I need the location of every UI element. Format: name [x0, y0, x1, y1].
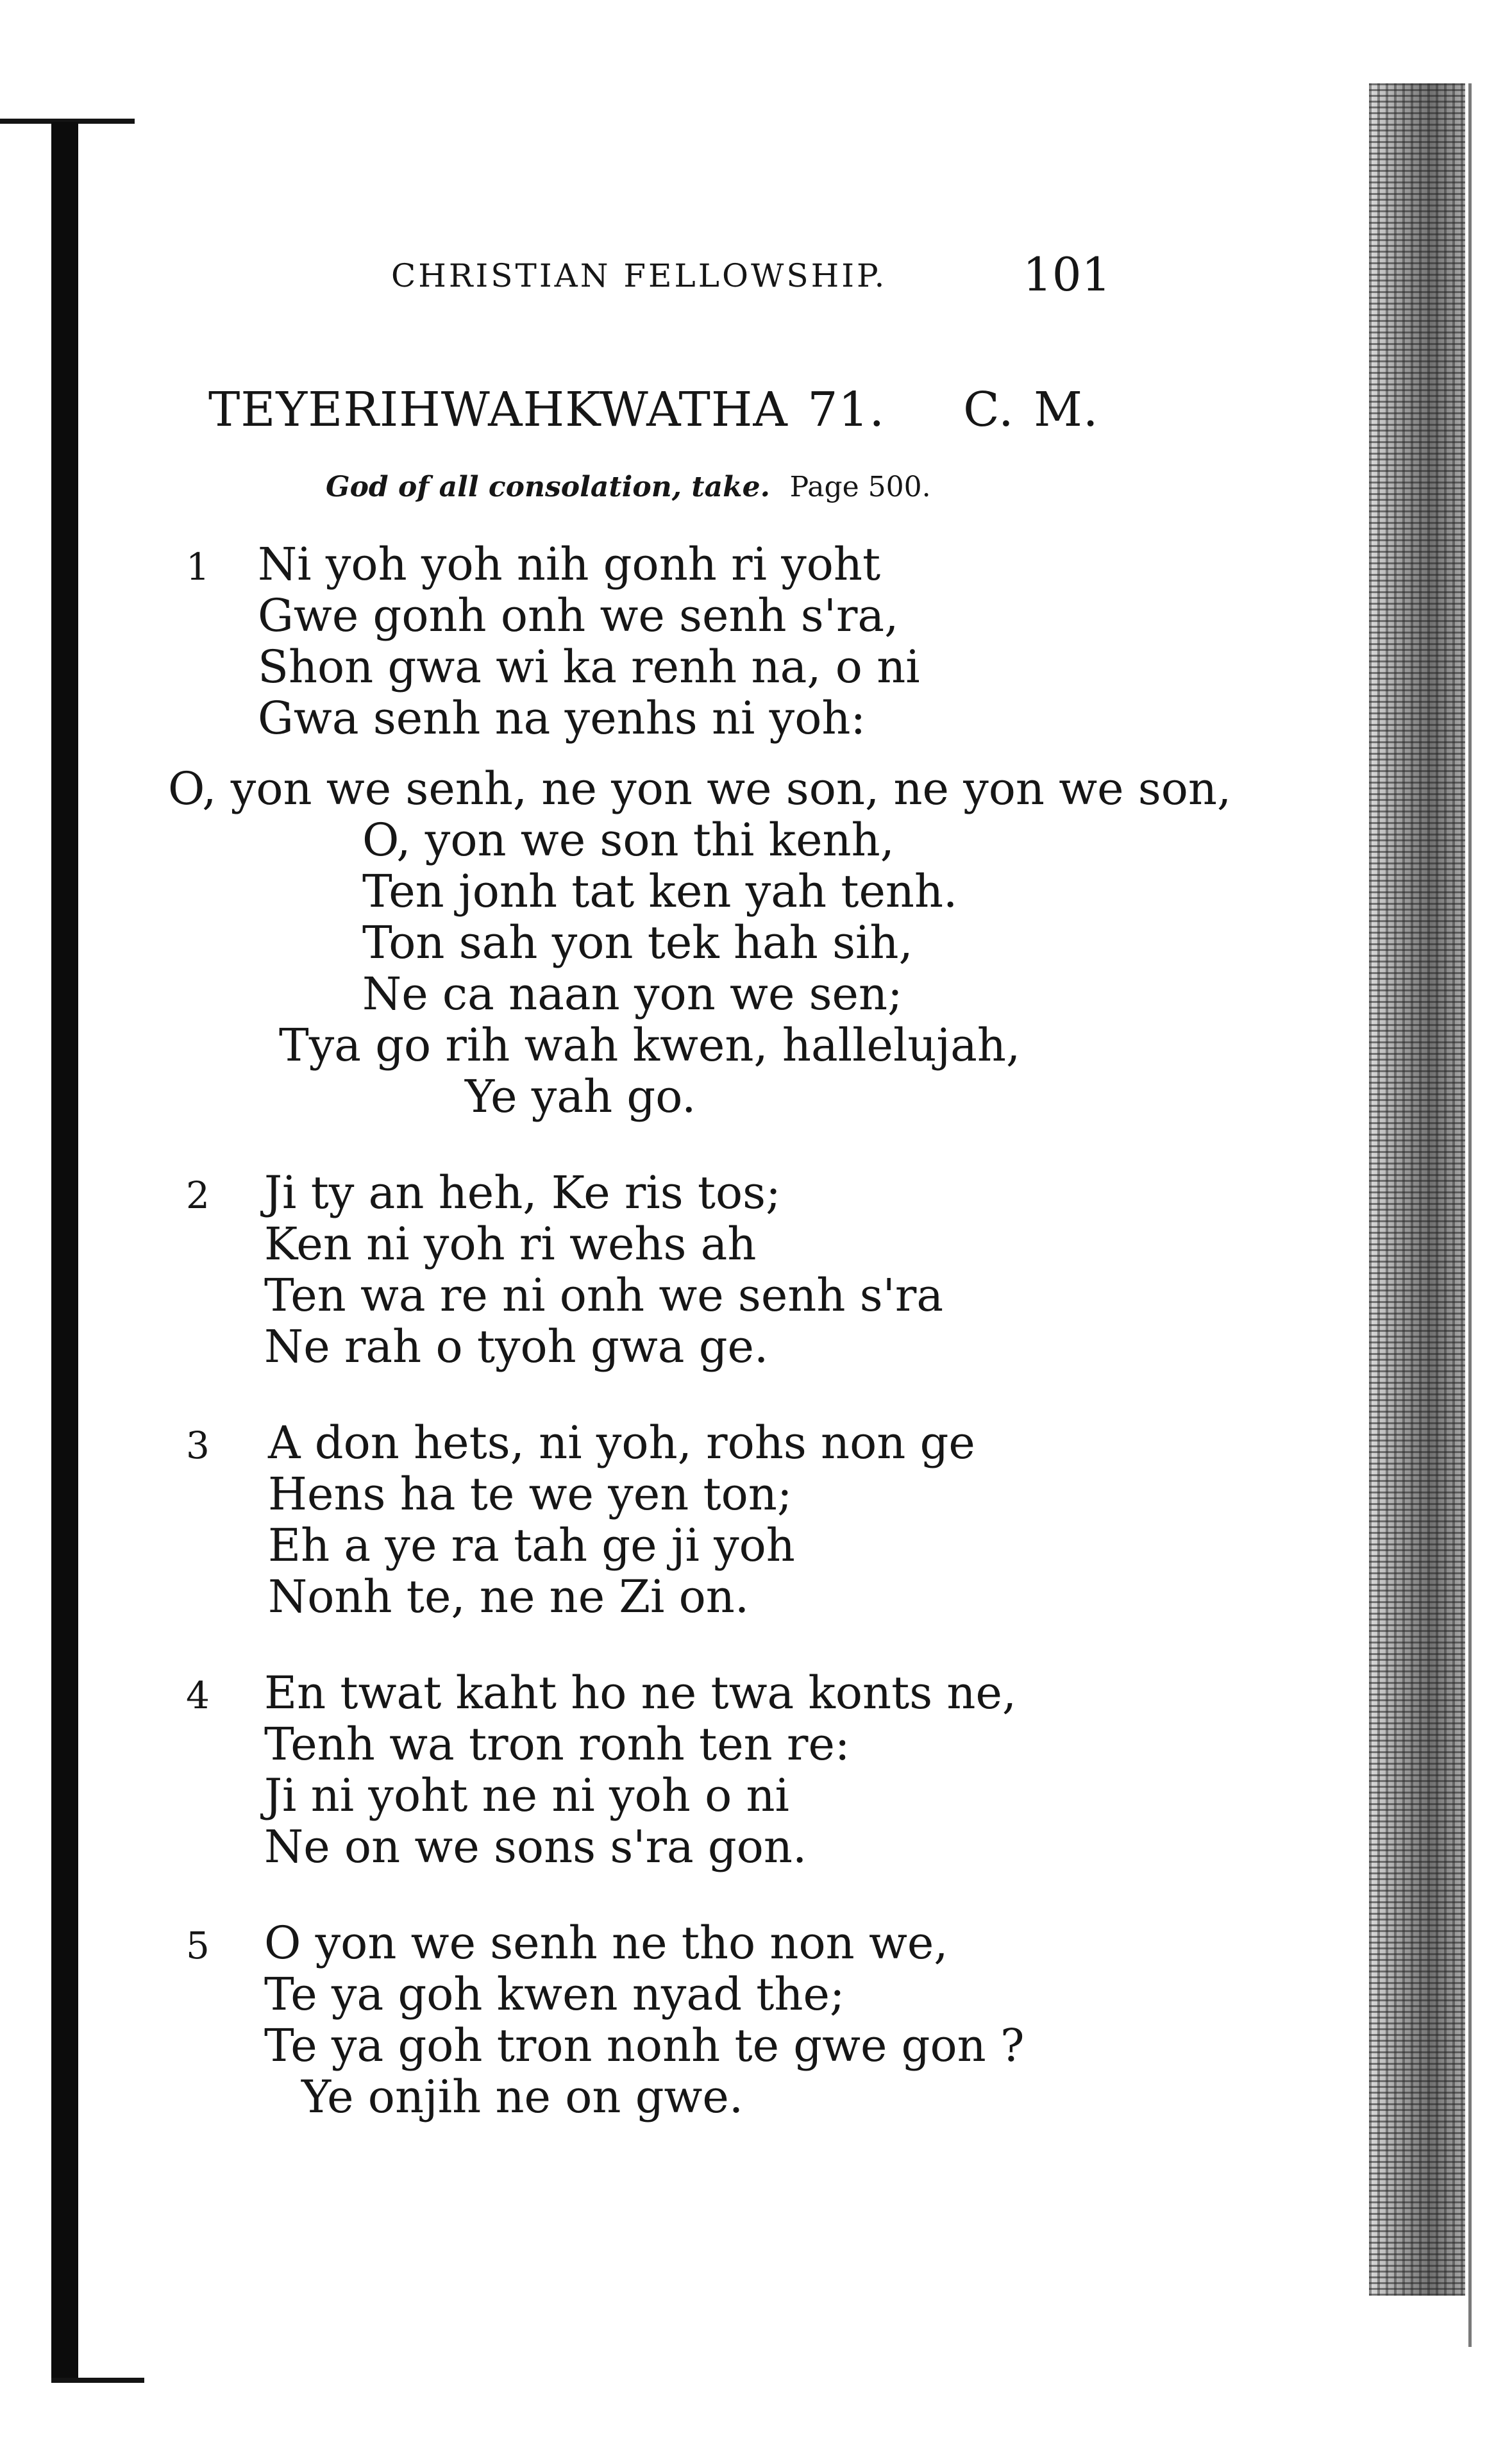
- verse-number: 5: [186, 1924, 210, 1967]
- tune-reference: [326, 473, 931, 501]
- chorus-line: Ne ca naan yon we sen;: [362, 968, 903, 1020]
- binding-edge: [51, 122, 78, 2382]
- verse-number: 1: [186, 545, 210, 589]
- hymn-title: TEYERIHWAHKWATHA 71.: [208, 382, 886, 437]
- chorus-line: Ye yah go.: [465, 1070, 696, 1123]
- chorus-line: O, yon we senh, ne yon we son, ne yon we son,: [168, 762, 1232, 815]
- hymn-meter: C. M.: [963, 382, 1099, 437]
- chorus-line: Tya go rih wah kwen, hallelujah,: [279, 1019, 1021, 1072]
- verse-line: Ken ni yoh ri wehs ah: [264, 1218, 757, 1270]
- binding-edge-bottom: [51, 2378, 144, 2383]
- verse-line: Ten wa re ni onh we senh s'ra: [264, 1269, 944, 1322]
- verse-line: Gwa senh na yenhs ni yoh:: [258, 692, 866, 744]
- tune-page: Page 500.: [789, 471, 931, 503]
- page-edge-line: [1468, 83, 1472, 2347]
- verse-line: A don hets, ni yoh, rohs non ge: [268, 1416, 975, 1469]
- verse-line: Ye onjih ne on gwe.: [301, 2071, 744, 2123]
- verse-line: Te ya goh kwen nyad the;: [264, 1968, 845, 2021]
- page-number: 101: [1023, 248, 1111, 301]
- verse-line: Hens ha te we yen ton;: [268, 1468, 793, 1520]
- chorus-line: Ton sah yon tek hah sih,: [362, 916, 913, 969]
- verse-line: Nonh te, ne ne Zi on.: [268, 1570, 750, 1623]
- verse-line: Te ya goh tron nonh te gwe gon ?: [264, 2019, 1025, 2072]
- verse-line: Tenh wa tron ronh ten re:: [264, 1718, 850, 1770]
- verse-line: Ji ty an heh, Ke ris tos;: [264, 1166, 781, 1219]
- verse-line: Ne on we sons s'ra gon.: [264, 1820, 807, 1873]
- verse-line: Eh a ye ra tah ge ji yoh: [268, 1519, 795, 1572]
- chorus-line: O, yon we son thi kenh,: [362, 814, 895, 866]
- chorus-line: Ten jonh tat ken yah tenh.: [362, 865, 958, 918]
- verse-line: O yon we senh ne tho non we,: [264, 1917, 948, 1969]
- verse-number: 3: [186, 1424, 210, 1467]
- verse-line: Shon gwa wi ka renh na, o ni: [258, 641, 920, 693]
- hymn-title-line: [208, 382, 1099, 437]
- verse-number: 4: [186, 1674, 210, 1717]
- tune-text: God of all consolation, take.: [326, 471, 770, 503]
- running-head: CHRISTIAN FELLOWSHIP.: [391, 257, 887, 294]
- verse-line: Ji ni yoht ne ni yoh o ni: [264, 1769, 789, 1822]
- verse-line: Gwe gonh onh we senh s'ra,: [258, 589, 899, 642]
- verse-line: Ne rah o tyoh gwa ge.: [264, 1320, 769, 1373]
- verse-line: Ni yoh yoh nih gonh ri yoht: [258, 538, 881, 591]
- verse-number: 2: [186, 1173, 210, 1217]
- verse-line: En twat kaht ho ne twa konts ne,: [264, 1667, 1017, 1719]
- page-edge-shadow: [1369, 83, 1465, 2296]
